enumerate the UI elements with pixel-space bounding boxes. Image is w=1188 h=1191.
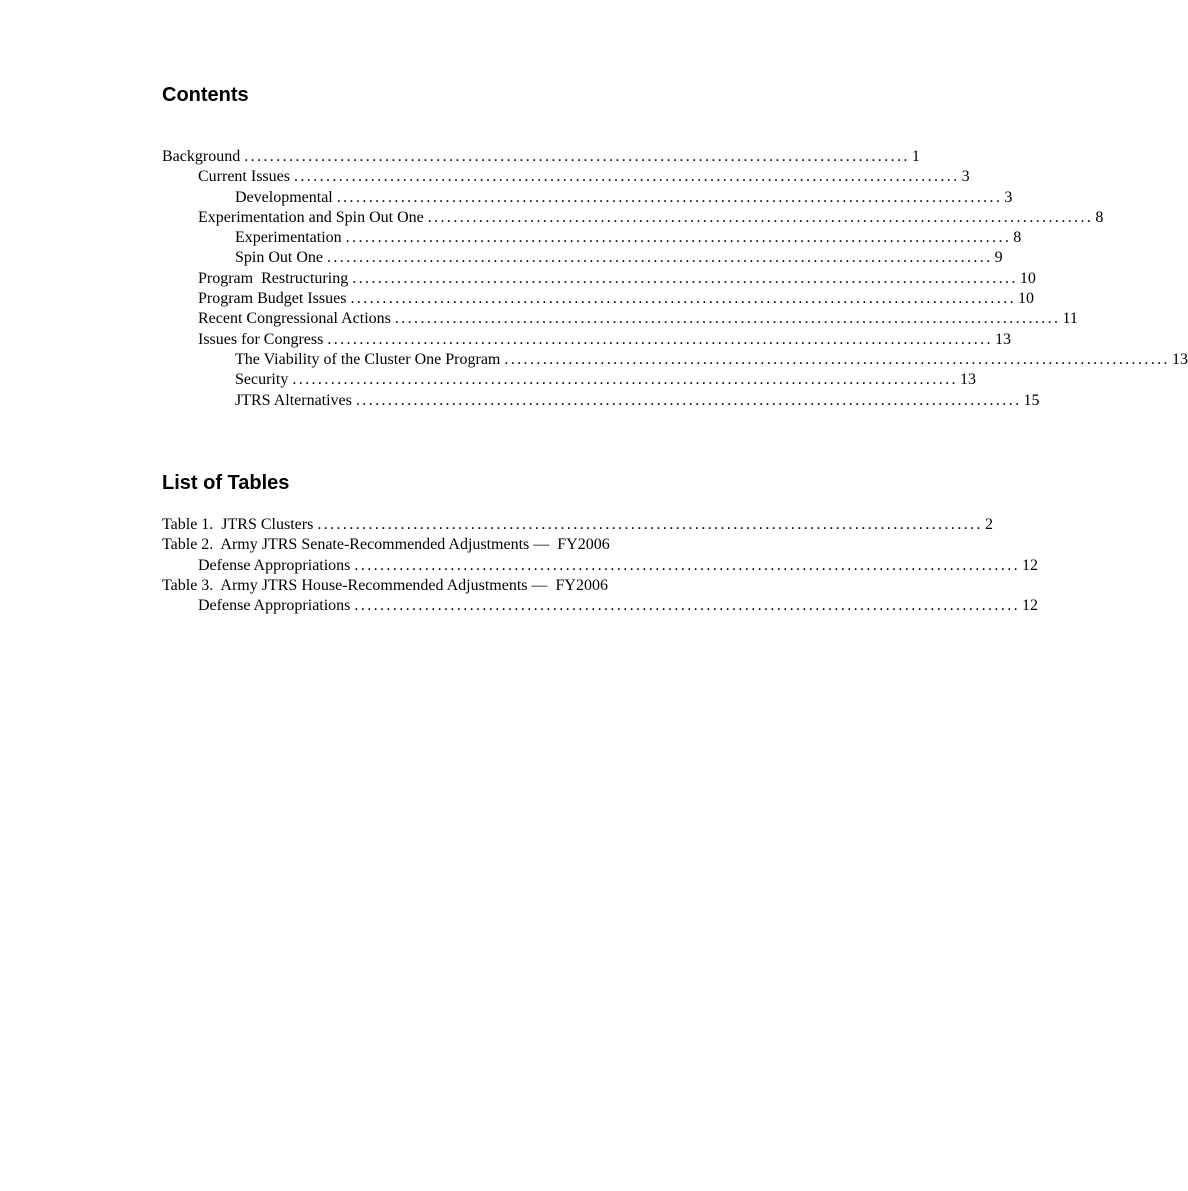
toc-entry-page: 1 — [911, 148, 920, 165]
toc-entry[interactable] — [162, 309, 1078, 329]
toc-entry-title: Experimentation — [235, 229, 342, 247]
toc-entry-page: 3 — [1004, 188, 1013, 206]
dot-leader: ........................................................................................................ — [394, 310, 1061, 328]
table-entry-continuation-line — [162, 596, 1039, 616]
table-entry[interactable] — [162, 576, 1039, 617]
table-entry-title: Table 2. Army JTRS Senate-Recommended Adjustments — FY2006 — [162, 536, 610, 554]
dot-leader: ........................................................................................................ — [317, 516, 983, 533]
toc-entry-title: Experimentation and Spin Out One — [198, 208, 424, 226]
toc-entry-page: 13 — [1171, 350, 1188, 368]
toc-entry[interactable] — [162, 289, 1035, 309]
toc-entry[interactable] — [162, 269, 1036, 289]
dot-leader: ........................................................................................................ — [292, 371, 958, 389]
table-entry-page: 12 — [1022, 556, 1039, 574]
dot-leader: ........................................................................................................ — [504, 350, 1170, 368]
toc-entry-page: 13 — [959, 371, 976, 389]
toc-entry-page: 9 — [994, 249, 1003, 267]
table-entry-title: Table 3. Army JTRS House-Recommended Adjustments — FY2006 — [162, 576, 608, 594]
toc-entry[interactable] — [162, 248, 1003, 268]
toc-entry-page: 15 — [1023, 391, 1040, 409]
dot-leader: ........................................................................................................ — [244, 148, 910, 165]
dot-leader: ........................................................................................................ — [427, 208, 1094, 226]
dot-leader: ........................................................................................................ — [354, 556, 1021, 574]
table-entry-page: 2 — [984, 516, 993, 533]
table-entry-continuation: Defense Appropriations — [198, 597, 351, 615]
list-of-tables-heading: List of Tables — [162, 472, 290, 494]
dot-leader: ........................................................................................................ — [355, 391, 1022, 409]
toc-entry-page: 3 — [961, 168, 970, 186]
toc-entry-page: 10 — [1018, 290, 1035, 308]
toc-entry-title: Program Budget Issues — [198, 290, 347, 308]
table-entry[interactable] — [162, 515, 993, 535]
dot-leader: ........................................................................................................ — [354, 597, 1021, 615]
toc-entry[interactable] — [162, 208, 1104, 228]
toc-entry-title: Current Issues — [198, 168, 290, 186]
toc-entry[interactable] — [162, 147, 920, 167]
contents-list — [162, 147, 1188, 411]
toc-entry-title: Background — [162, 148, 241, 165]
toc-entry[interactable] — [162, 350, 1188, 370]
dot-leader: ........................................................................................................ — [293, 168, 960, 186]
table-entry-page: 12 — [1022, 597, 1039, 615]
dot-leader: ........................................................................................................ — [352, 269, 1018, 287]
toc-entry[interactable] — [162, 188, 1013, 208]
dot-leader: ........................................................................................................ — [336, 188, 1003, 206]
dot-leader: ........................................................................................................ — [350, 290, 1017, 308]
toc-entry-page: 8 — [1013, 229, 1022, 247]
toc-entry[interactable] — [162, 228, 1022, 248]
table-entry[interactable] — [162, 535, 1039, 576]
toc-entry-title: Developmental — [235, 188, 333, 206]
toc-entry[interactable] — [162, 330, 1011, 350]
table-entry-continuation: Defense Appropriations — [198, 556, 351, 574]
toc-entry-title: Issues for Congress — [198, 330, 324, 348]
dot-leader: ........................................................................................................ — [345, 229, 1012, 247]
toc-entry-title: Security — [235, 371, 289, 389]
contents-heading: Contents — [162, 84, 249, 106]
table-entry-title: Table 1. JTRS Clusters — [162, 516, 314, 533]
toc-entry-page: 11 — [1062, 310, 1078, 328]
toc-entry-title: JTRS Alternatives — [235, 391, 352, 409]
toc-entry-page: 13 — [994, 330, 1011, 348]
dot-leader: ........................................................................................................ — [327, 249, 993, 267]
dot-leader: ........................................................................................................ — [327, 330, 993, 348]
table-entry-continuation-line — [162, 556, 1039, 576]
toc-entry-title: Recent Congressional Actions — [198, 310, 391, 328]
toc-entry[interactable] — [162, 391, 1040, 411]
toc-entry[interactable] — [162, 370, 976, 390]
toc-entry[interactable] — [162, 167, 970, 187]
toc-entry-title: Program Restructuring — [198, 269, 349, 287]
toc-entry-title: The Viability of the Cluster One Program — [235, 350, 501, 368]
list-of-tables — [162, 515, 1039, 616]
toc-entry-page: 10 — [1019, 269, 1036, 287]
toc-entry-page: 8 — [1095, 208, 1104, 226]
toc-entry-title: Spin Out One — [235, 249, 323, 267]
